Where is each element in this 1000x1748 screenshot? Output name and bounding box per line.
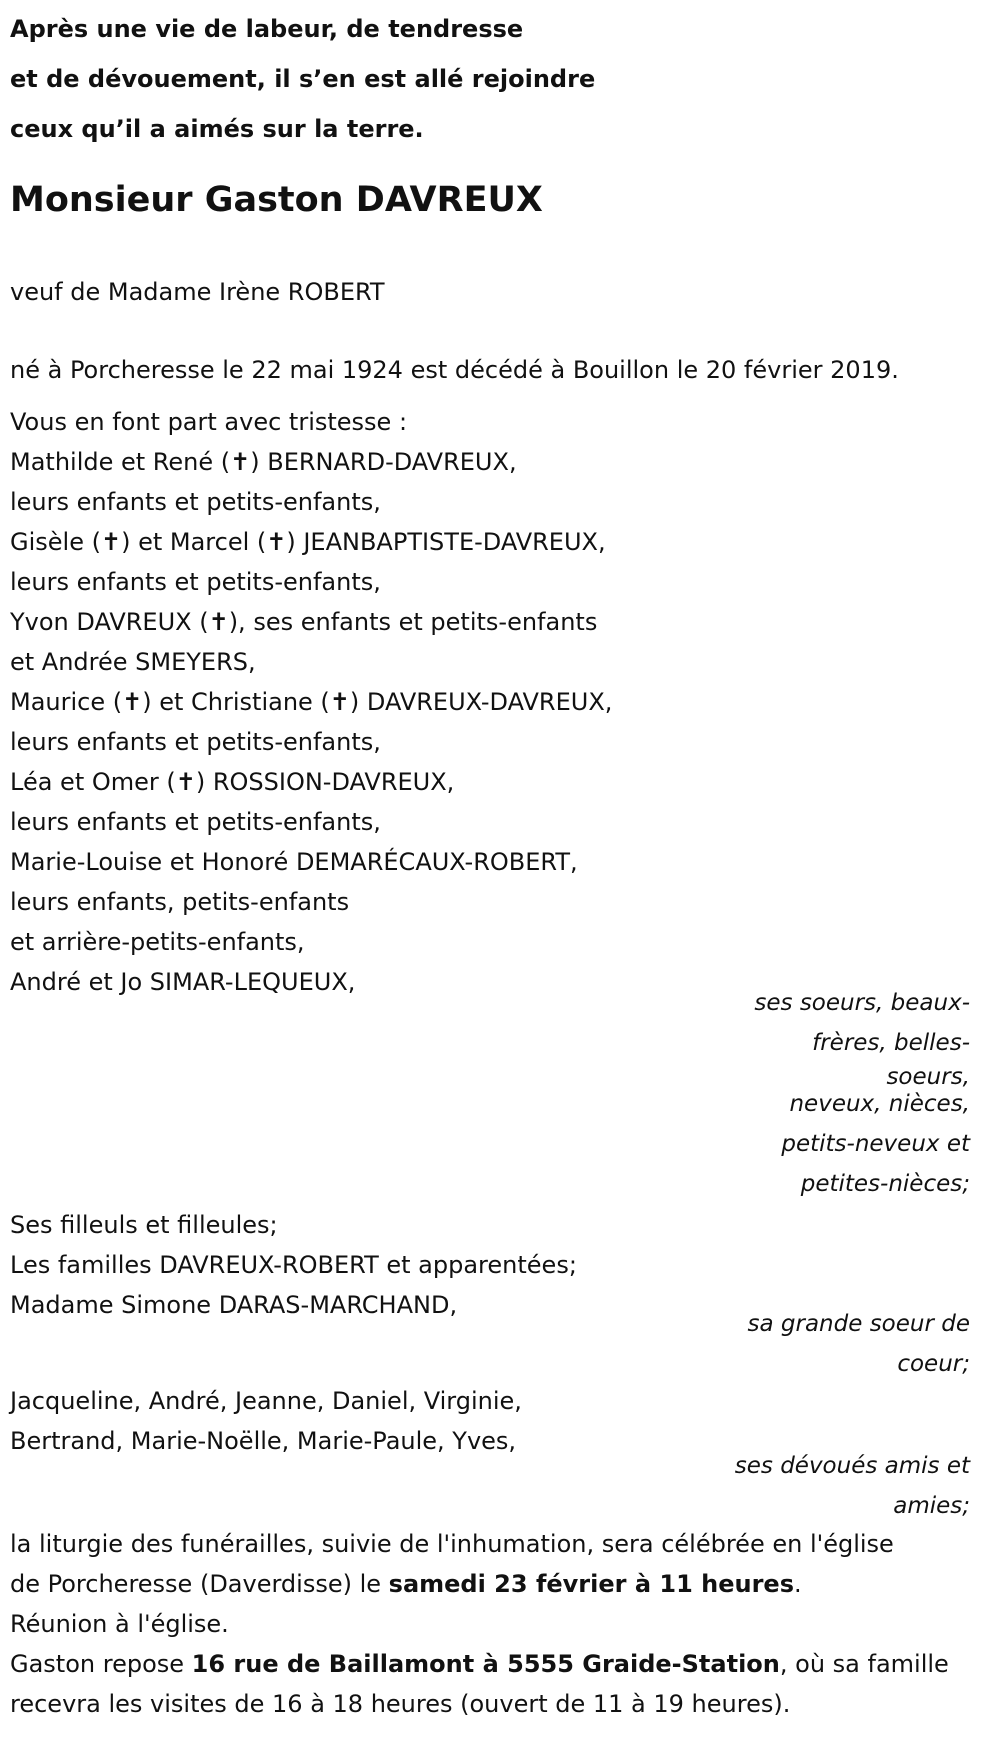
funeral-text: de Porcheresse (Daverdisse) le: [10, 1570, 389, 1598]
family-line: Yvon DAVREUX (✝), ses enfants et petits-enfants: [10, 608, 598, 636]
relation-line: ses dévoués amis et: [734, 1453, 970, 1479]
relation-line: sa grande soeur de: [747, 1311, 970, 1337]
relation-line: petits-neveux et: [781, 1131, 970, 1157]
family-list: [10, 402, 612, 1002]
family-line: Vous en font part avec tristesse :: [10, 408, 408, 436]
family-line: Marie-Louise et Honoré DEMARÉCAUX-ROBERT,: [10, 848, 578, 876]
funeral-text: Gaston repose: [10, 1650, 192, 1678]
others-line: Les familles DAVREUX-ROBERT et apparentées;: [10, 1251, 577, 1279]
intro-line: et de dévouement, il s’en est allé rejoindre: [10, 65, 596, 93]
funeral-line: [10, 1564, 949, 1604]
relation-line: coeur;: [897, 1351, 970, 1377]
intro-line: Après une vie de labeur, de tendresse: [10, 15, 524, 43]
friends-line: Jacqueline, André, Jeanne, Daniel, Virginie,: [10, 1387, 522, 1415]
relation-heart-sister: [748, 1304, 970, 1384]
others-line: Madame Simone DARAS-MARCHAND,: [10, 1291, 458, 1319]
intro-verse: [10, 4, 595, 154]
family-line: Gisèle (✝) et Marcel (✝) JEANBAPTISTE-DAVREUX,: [10, 528, 606, 556]
family-line: et Andrée SMEYERS,: [10, 648, 256, 676]
others-line: Ses filleuls et filleules;: [10, 1211, 278, 1239]
relation-siblings: [754, 983, 970, 1097]
funeral-details: [10, 1524, 949, 1724]
family-line: leurs enfants et petits-enfants,: [10, 488, 381, 516]
friends-line: Bertrand, Marie-Noëlle, Marie-Paule, Yves,: [10, 1427, 517, 1455]
funeral-line: recevra les visites de 16 à 18 heures (ouvert de 11 à 19 heures).: [10, 1690, 791, 1718]
relation-line: ses soeurs, beaux-: [754, 990, 970, 1016]
family-line: André et Jo SIMAR-LEQUEUX,: [10, 968, 356, 996]
relation-nephews: [781, 1084, 970, 1204]
family-line: Mathilde et René (✝) BERNARD-DAVREUX,: [10, 448, 517, 476]
funeral-date: samedi 23 février à 11 heures: [388, 1570, 794, 1598]
relation-line: amies;: [893, 1493, 970, 1519]
intro-line: ceux qu’il a aimés sur la terre.: [10, 115, 424, 143]
family-line: leurs enfants et petits-enfants,: [10, 728, 381, 756]
funeral-line: Réunion à l'église.: [10, 1610, 229, 1638]
family-line: leurs enfants et petits-enfants,: [10, 568, 381, 596]
birth-death-line: né à Porcheresse le 22 mai 1924 est décédé à Bouillon le 20 février 2019.: [10, 356, 899, 384]
funeral-text: , où sa famille: [779, 1650, 949, 1678]
deceased-name: Monsieur Gaston DAVREUX: [10, 180, 543, 220]
family-line: Maurice (✝) et Christiane (✝) DAVREUX-DAVREUX,: [10, 688, 613, 716]
funeral-line: [10, 1644, 949, 1684]
relation-friends: [735, 1446, 970, 1526]
funeral-text: .: [793, 1570, 802, 1598]
others-list: [10, 1205, 577, 1325]
friends-list: [10, 1381, 522, 1461]
widower-line: veuf de Madame Irène ROBERT: [10, 278, 385, 306]
funeral-line: la liturgie des funérailles, suivie de l'inhumation, sera célébrée en l'église: [10, 1530, 894, 1558]
relation-line: neveux, nièces,: [789, 1091, 970, 1117]
relation-line: soeurs,: [886, 1064, 970, 1090]
family-line: Léa et Omer (✝) ROSSION-DAVREUX,: [10, 768, 455, 796]
family-line: et arrière-petits-enfants,: [10, 928, 305, 956]
resting-address: 16 rue de Baillamont à 5555 Graide-Station: [191, 1650, 780, 1678]
family-line: leurs enfants, petits-enfants: [10, 888, 350, 916]
relation-line: frères, belles-: [812, 1030, 970, 1056]
relation-line: petites-nièces;: [800, 1171, 970, 1197]
family-line: leurs enfants et petits-enfants,: [10, 808, 381, 836]
